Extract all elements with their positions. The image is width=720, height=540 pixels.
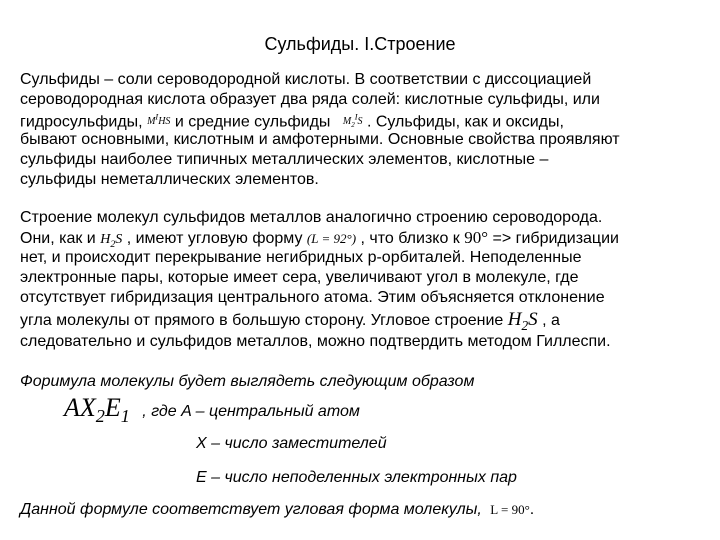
- p3-line-1: Форимула молекулы будет выглядеть следующим образом: [20, 373, 475, 390]
- p2-text-a: Они, как и: [20, 230, 96, 247]
- formula-h2s: $H_2S$: [100, 232, 123, 250]
- p2-line-3: нет, и происходит перекрывание негибридных p-орбиталей. Неподеленные: [20, 249, 582, 266]
- formula-ax2e1: $AX_2E_1$: [64, 393, 130, 427]
- formula-90: 90°: [464, 228, 489, 247]
- p1-line-2: сероводородная кислота образует два ряда солей: кислотные сульфиды, или: [20, 91, 600, 108]
- p3-line-x: X – число заместителей: [196, 435, 387, 452]
- p1-line-4: бывают основными, кислотным и амфотерными. Основные свойства проявляют: [20, 131, 620, 148]
- p1-text-hydro: гидросульфиды,: [20, 113, 143, 131]
- formula-hydrosulfide: $M^IHS$: [147, 113, 171, 128]
- formula-angle-92: (L = 92°): [306, 231, 357, 246]
- p1-text-oxides: . Сульфиды, как и оксиды,: [366, 113, 564, 131]
- p2-text-c: , что близко к: [360, 230, 460, 247]
- slide-title: Сульфиды. I.Строение: [264, 34, 456, 54]
- p1-line-5: сульфиды наиболее типичных металлических элементов, кислотные –: [20, 151, 549, 168]
- p2-text-d: => гибридизации: [492, 230, 619, 247]
- p2-text-b: , имеют угловую форму: [126, 230, 303, 247]
- p3-text-last: Данной формуле соответствует угловая форма молекулы,: [20, 501, 482, 518]
- formula-sulfide: $M_2^IS$: [342, 113, 363, 130]
- p3-line-e: E – число неподеленных электронных пар: [196, 469, 517, 486]
- p1-line-6: сульфиды неметаллических элементов.: [20, 171, 319, 188]
- p3-text-where: , где A – центральный атом: [142, 403, 360, 420]
- p2-line-7: следовательно и сульфидов металлов, можно подтвердить методом Гиллеспи.: [20, 333, 611, 350]
- p3-formula-line: [64, 393, 360, 427]
- p2-line-4: электронные пары, которые имеет сера, увеличивают угол в молекуле, где: [20, 269, 579, 286]
- p1-text-mid: и средние сульфиды: [174, 113, 331, 131]
- p2-line-1: Строение молекул сульфидов металлов аналогично строению сероводорода.: [20, 209, 603, 226]
- p2-text-f: , а: [542, 312, 560, 329]
- p2-line-5: отсутствует гибридизация центрального атома. Этим объясняется отклонение: [20, 289, 605, 306]
- formula-angle-90: L = 90°: [490, 502, 530, 517]
- p2-text-e: угла молекулы от прямого в большую сторону. Угловое строение: [20, 312, 504, 329]
- formula-h2s-2: $H_2S$: [507, 309, 538, 333]
- p3-period: .: [529, 501, 535, 518]
- p1-line-1: Сульфиды – соли сероводородной кислоты. В соответствии с диссоциацией: [20, 71, 592, 88]
- p3-line-5: [20, 500, 534, 520]
